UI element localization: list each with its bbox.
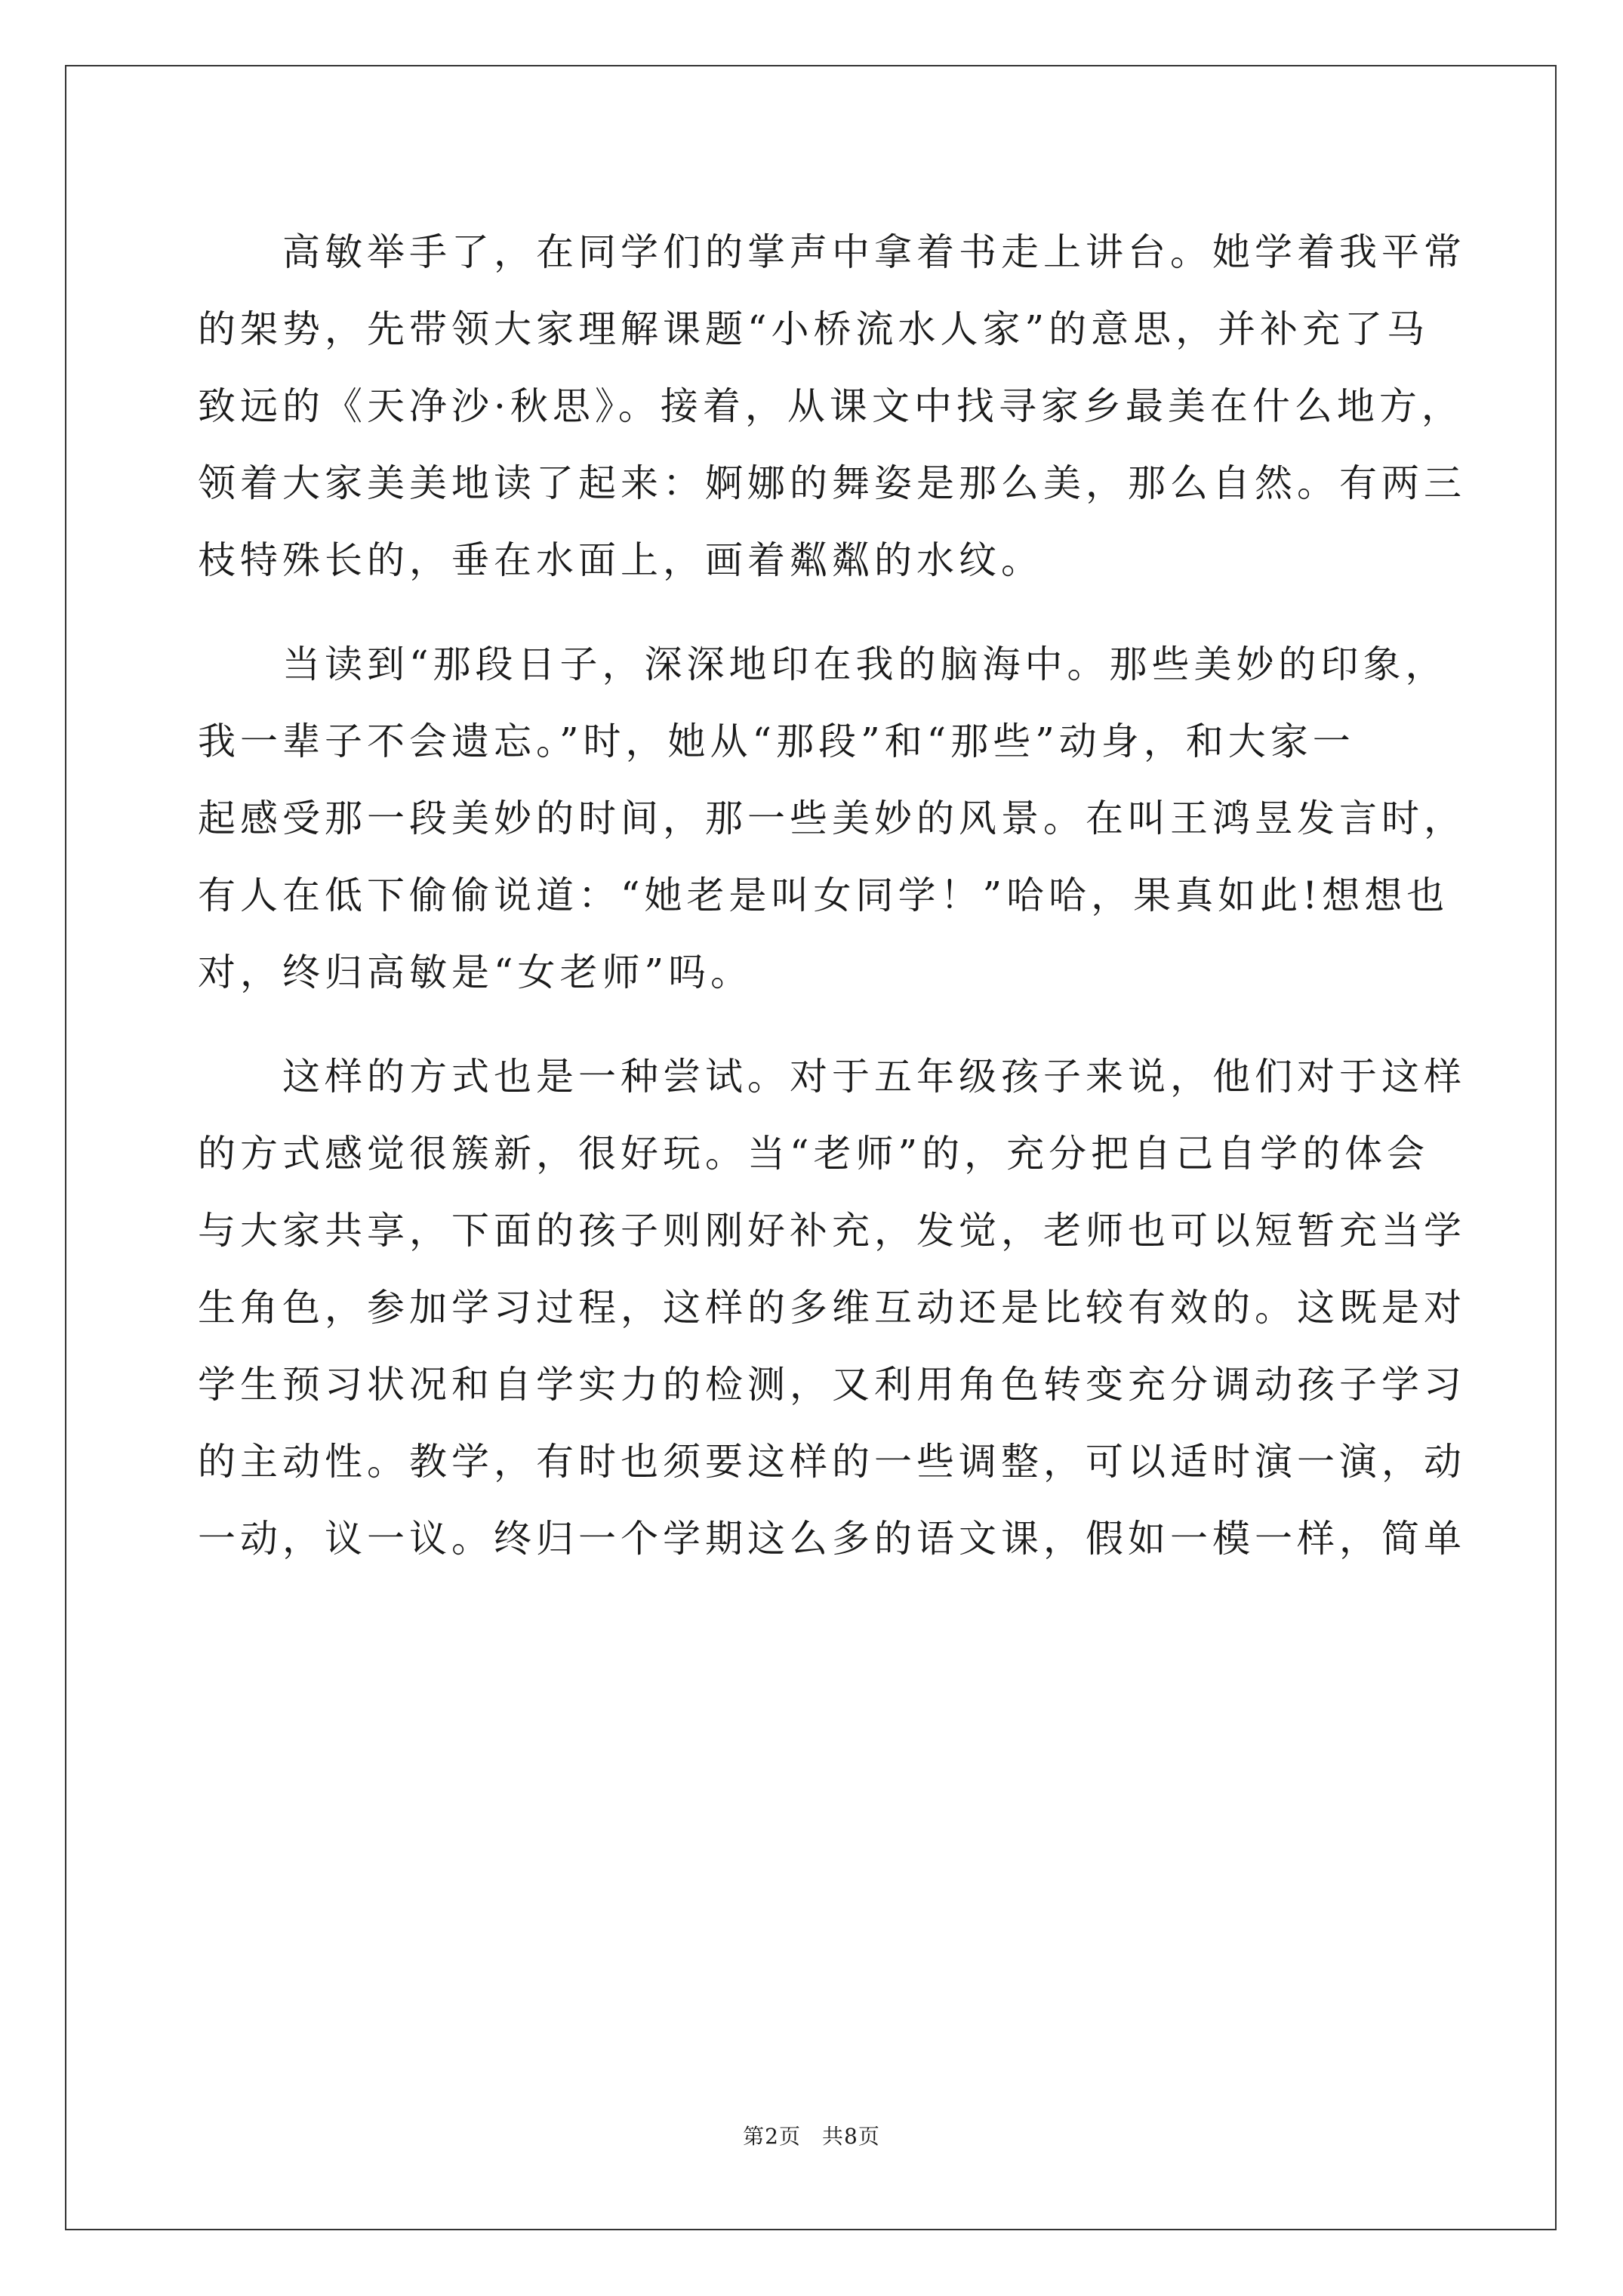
text-line: 的主动性。教学，有时也须要这样的一些调整，可以适时演一演，动 [198,1440,1466,1484]
text-line: 领着大家美美地读了起来：婀娜的舞姿是那么美，那么自然。有两三 [198,461,1466,505]
page-footer [0,2120,1623,2150]
text-line: 起感受那一段美妙的时间，那一些美妙的风景。在叫王鸿昱发言时， [198,797,1466,840]
text-line: 当读到“那段日子，深深地印在我的脑海中。那些美妙的印象， [282,643,1448,686]
text-line: 生角色，参加学习过程，这样的多维互动还是比较有效的。这既是对 [198,1286,1466,1330]
text-line: 的方式感觉很簇新，很好玩。当“老师”的，充分把自己自学的体会 [198,1132,1430,1176]
text-line: 学生预习状况和自学实力的检测，又利用角色转变充分调动孩子学习 [198,1363,1466,1407]
page-number-current: 第2页 [743,2124,801,2149]
text-line: 对，终归高敏是“女老师”吗。 [198,951,753,994]
page-number-total: 共8页 [822,2124,880,2149]
text-line: 高敏举手了，在同学们的掌声中拿着书走上讲台。她学着我平常 [282,230,1466,274]
text-line: 我一辈子不会遗忘。”时，她从“那段”和“那些”动身，和大家一 [198,720,1355,763]
paragraph-2 [198,626,1466,1011]
text-line: 一动，议一议。终归一个学期这么多的语文课，假如一模一样，简单 [198,1517,1466,1561]
text-line: 枝特殊长的，垂在水面上，画着粼粼的水纹。 [198,538,1043,582]
document-body [198,214,1466,1604]
text-line: 的架势，先带领大家理解课题“小桥流水人家”的意思，并补充了马 [198,307,1430,351]
paragraph-1 [198,214,1466,599]
text-line: 与大家共享，下面的孩子则刚好补充，发觉，老师也可以短暂充当学 [198,1209,1466,1253]
text-line: 这样的方式也是一种尝试。对于五年级孩子来说，他们对于这样 [282,1055,1466,1099]
text-line: 有人在低下偷偷说道：“她老是叫女同学！”哈哈，果真如此!想想也 [198,874,1449,917]
text-line: 致远的《天净沙·秋思》。接着，从课文中找寻家乡最美在什么地方， [198,384,1464,428]
paragraph-3 [198,1038,1466,1577]
